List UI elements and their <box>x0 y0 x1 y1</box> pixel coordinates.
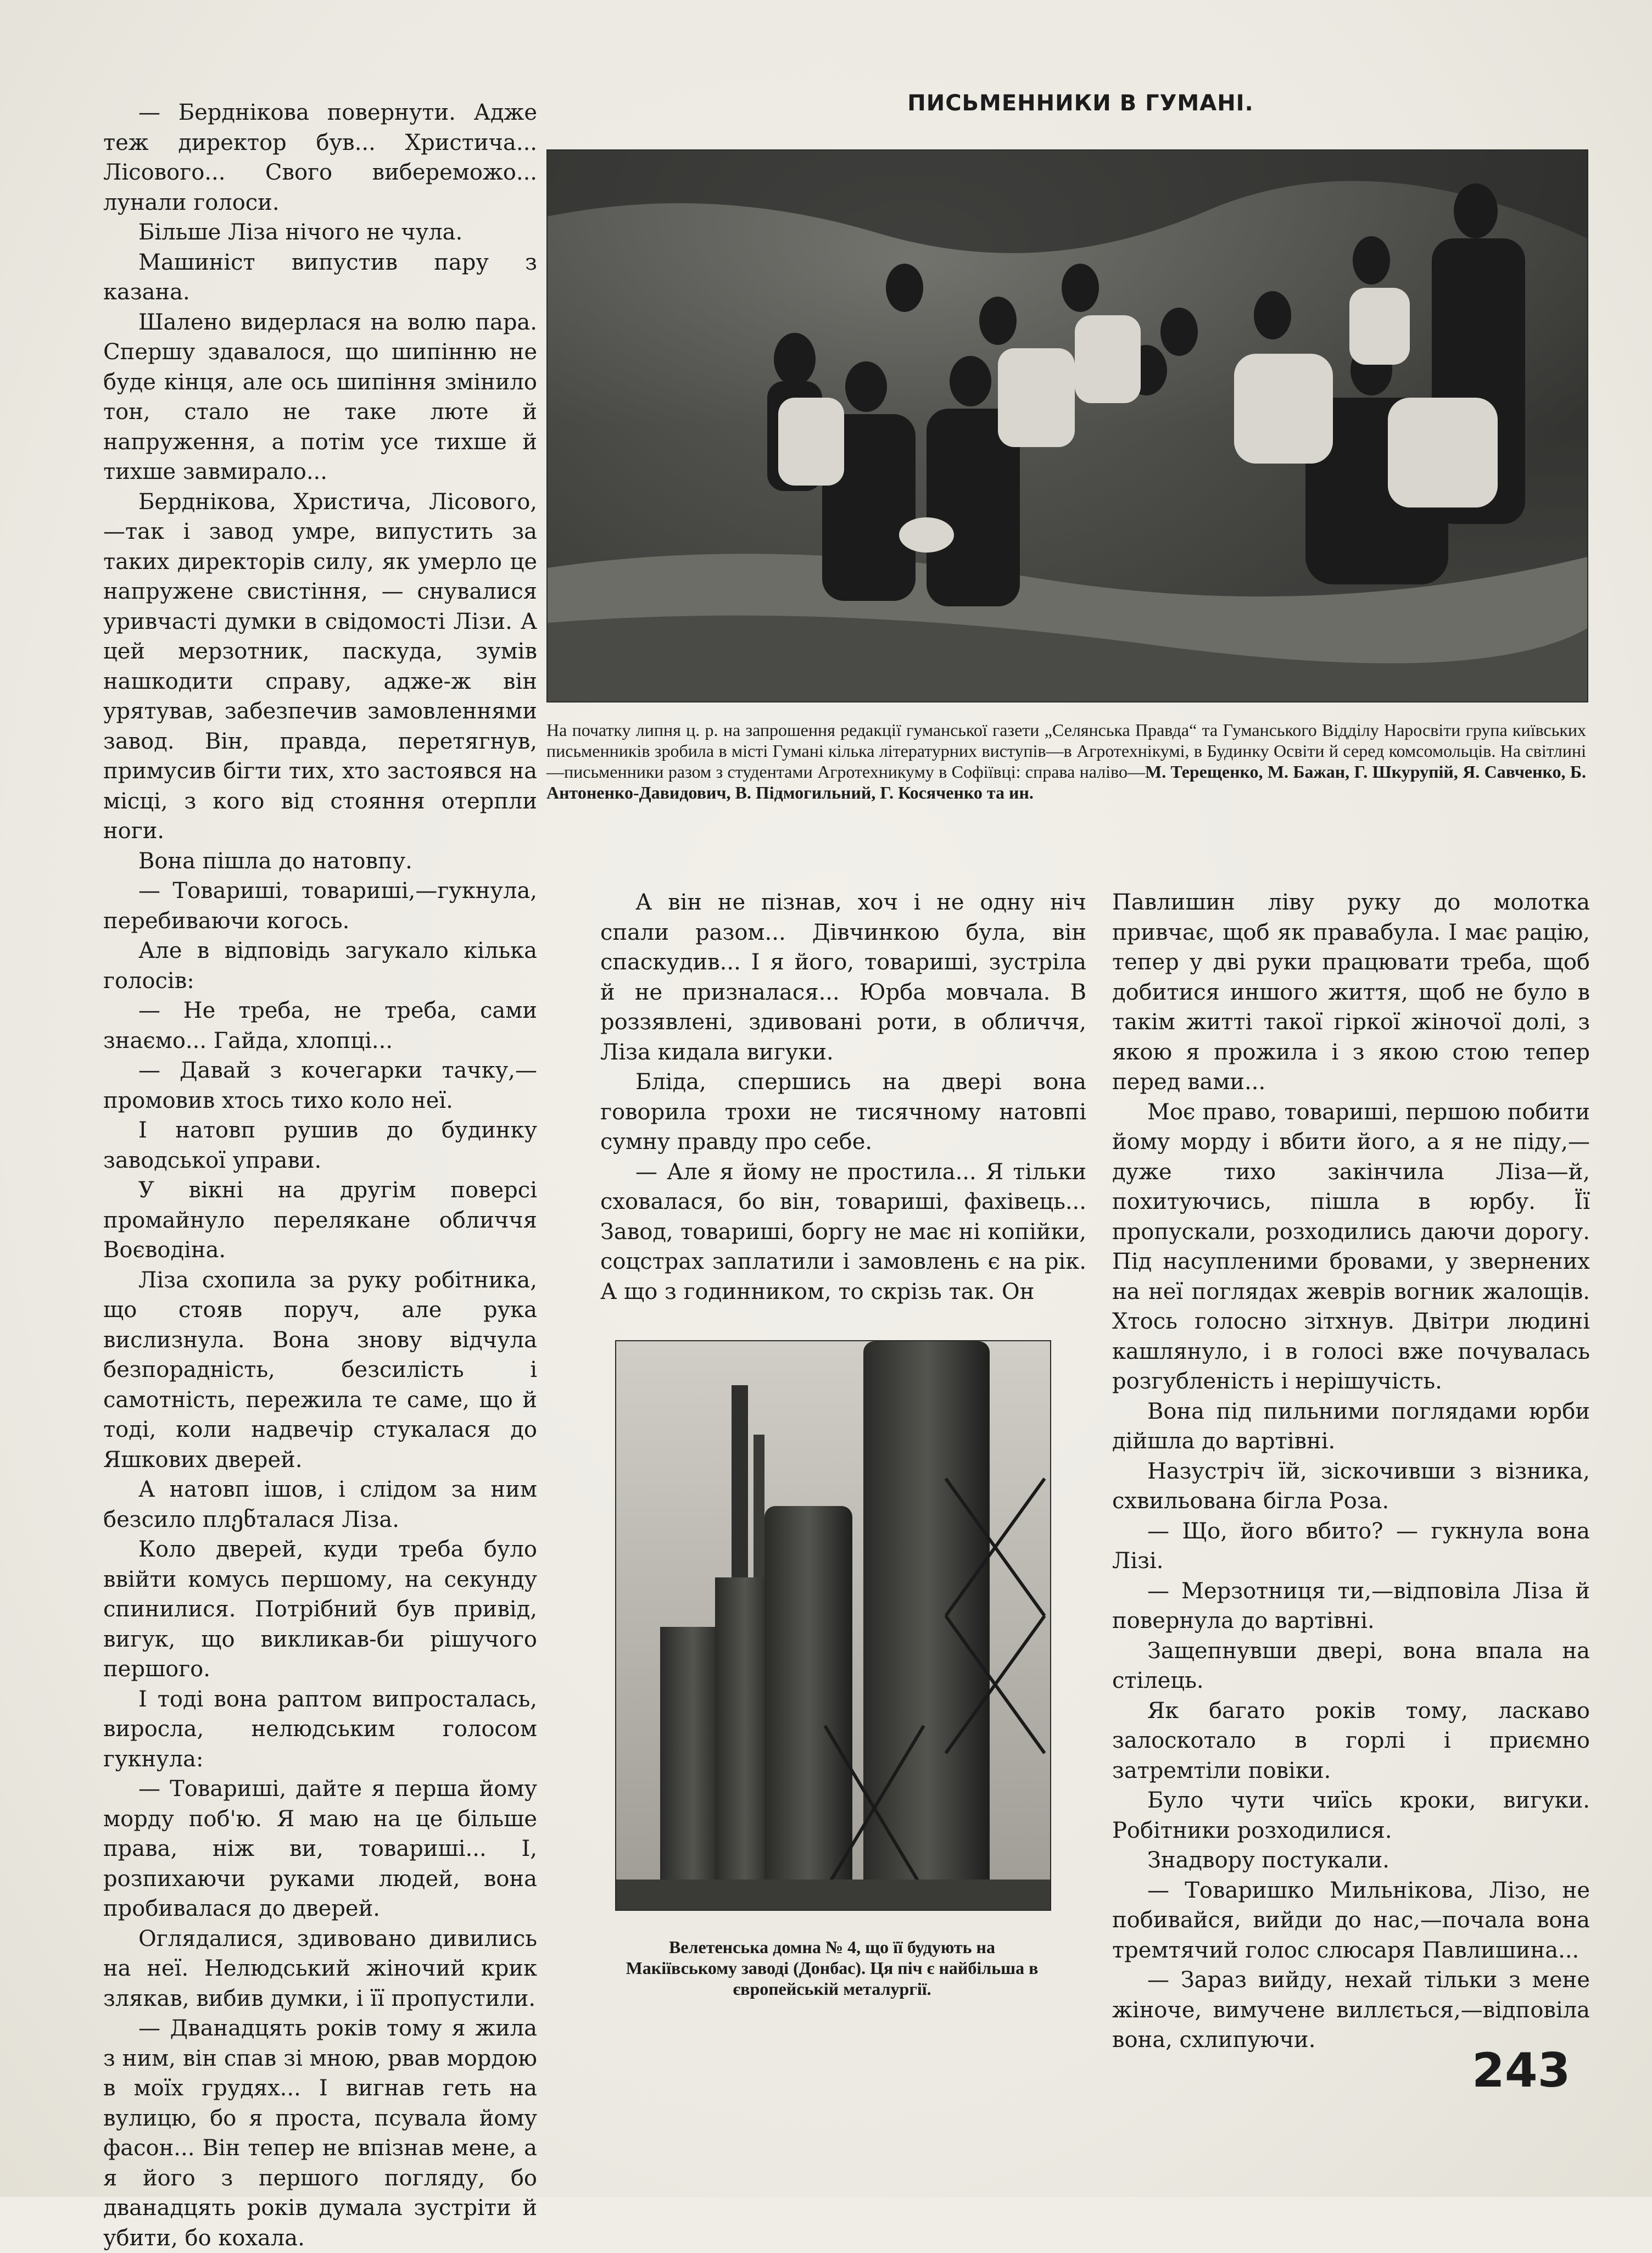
paragraph: Вона під пильними поглядами юрби дійшла до вартівні. <box>1112 1398 1590 1454</box>
paragraph: Як багато років тому, ласкаво залоскотало в горлі і приємно затремтіли повіки. <box>1112 1698 1590 1783</box>
paragraph: Берднікова, Христича, Лісового,—так і завод умре, випустить за таких директорів силу, як умерло це напружене свистіння, — снувалися уривчасті думки в свідомості Лізи. А цей мерзотник, паскуда, зумів нашкодити справу, адже-ж він урятував, забезпечив замовленнями завод. Він, правда, перетягнув, примусив бігти тих, хто застоявся на місці, з кого від стояння отерпли ноги. <box>103 489 537 844</box>
paragraph: Машиніст випустив пару з казана. <box>103 249 537 305</box>
page-number: 243 <box>1472 2043 1571 2098</box>
blast-furnace-caption: Велетенська домна № 4, що її будують на Макіївському заводі (Донбас). Ця піч є найбільша в європейській металургії. <box>626 1937 1039 1999</box>
paragraph: — Що, його вбито? — гукнула вона Лізі. <box>1112 1518 1590 1574</box>
blast-furnace-photo <box>615 1340 1051 1911</box>
paragraph: Бліда, спершись на двері вона говорила трохи не тисячному натовпі сумну правду про себе. <box>600 1069 1086 1155</box>
text-column-left <box>103 98 537 2253</box>
paragraph: Павлишин ліву руку до молотка привчає, щоб як правабула. І має рацію, тепер у дві руки працювати треба, щоб добитися иншого життя, щоб не було в такім житті такої гіркої жіночої долі, з якою я прожила і з якою стою тепер перед вами... <box>1112 890 1590 1095</box>
group-photo-caption <box>546 720 1586 803</box>
paragraph: Моє право, товариші, першою побити йому морду і вбити його, а я не піду,—дуже тихо закінчила Ліза—й, похитуючись, пішла в юрбу. Її пропускали, розходились даючи дорогу. Під насупленими бровами, у звернених на неї поглядах жеврів вогник жалощів. Хтось голосно зітхнув. Двітри людині кашлянуло, і в голосі вже почувалась розгубленість і нерішучість. <box>1112 1099 1590 1394</box>
paragraph: Шалено видерлася на волю пара. Спершу здавалося, що шипінню не буде кінця, але ось шипіння змінило тон, стало не таке люте й напруження, а потім усе тихше й тихше завмирало... <box>103 309 537 484</box>
paragraph: У вікні на другім поверсі промайнуло перелякане обличчя Воєводіна. <box>103 1178 537 1263</box>
paragraph: І натовп рушив до будинку заводської управи. <box>103 1118 537 1173</box>
paragraph: — Товариші, дайте я перша йому морду поб'ю. Я маю на це більше права, ніж ви, товариші... І, розпихаючи руками людей, вона пробивалася до дверей. <box>103 1776 537 1921</box>
paragraph: Було чути чиїсь кроки, вигуки. Робітники розходилися. <box>1112 1788 1590 1843</box>
paragraph: Коло дверей, куди треба було ввійти комусь першому, на секунду спинилися. Потрібний був привід, вигук, що викликав-би рішучого першого. <box>103 1537 537 1682</box>
paragraph: Більше Ліза нічого не чула. <box>138 220 463 245</box>
paragraph: Але в відповідь загукало кілька голосів: <box>103 938 537 994</box>
paragraph: Вона пішла до натовпу. <box>138 848 412 874</box>
paragraph: — Товаришко Мильнікова, Лізо, не побивайся, вийди до нас,—почала вона тремтячий голос слюсаря Павлишина... <box>1112 1877 1590 1963</box>
paragraph: — Не треба, не треба, сами знаємо... Гайда, хлопці... <box>103 998 537 1053</box>
paragraph: Ліза схопила за руку робітника, що стояв поруч, але рука вислизнула. Вона знову відчула безпорадність, безсилість і самотність, пережила те саме, що й тоді, коли надвечір стукалася до Яшкових дверей. <box>103 1267 537 1473</box>
paragraph: Защепнувши двері, вона впала на стілець. <box>1112 1638 1590 1693</box>
caption-names: М. Терещенко, М. Бажан, Г. Шкурупій, Я. Савченко, Б. Антоненко-Давидович, В. Підмогильний, Г. Косяченко та ин. <box>546 762 1587 802</box>
group-photo <box>546 149 1588 702</box>
paragraph: А натовп ішов, і слідом за ним безсило плენталася Ліза. <box>103 1477 537 1532</box>
paragraph: — Мерзотниця ти,—відповіла Ліза й повернула до вартівні. <box>1112 1578 1590 1633</box>
text-column-right <box>1112 888 1590 2055</box>
paragraph: Оглядалися, здивовано дивились на неї. Нелюдський жіночий крик злякав, вибив думки, і її пропустили. <box>103 1926 537 2011</box>
paragraph: — Але я йому не простила... Я тільки сховалася, бо він, товариші, фахівець... Завод, товариші, боргу не має ні копійки, соцстрах заплатили і замовлень є на рік. А що з годинником, то скрізь так. Он <box>600 1159 1086 1304</box>
paragraph: І тоді вона раптом випросталась, виросла, нелюдським голосом гукнула: <box>103 1686 537 1772</box>
paragraph: А він не пізнав, хоч і не одну ніч спали разом... Дівчинкою була, він спаскудив... І я його, товариші, зустріла й не призналася... Юрба мовчала. В роззявлені, здивовані роти, в обличчя, Ліза кидала вигуки. <box>600 890 1086 1065</box>
paragraph: — Берднікова повернути. Адже теж директор був... Христича... Лісового... Свого вибереможо... лунали голоси. <box>103 100 537 215</box>
paragraph: — Товариші, товариші,—гукнула, перебиваючи когось. <box>103 878 537 934</box>
page-header: ПИСЬМЕННИКИ В ГУМАНІ. <box>907 91 1254 116</box>
text-column-middle <box>600 888 1086 1307</box>
paragraph: — Давай з кочегарки тачку,—промовив хтось тихо коло неї. <box>103 1058 537 1113</box>
paragraph: Знадвору постукали. <box>1147 1848 1389 1873</box>
paragraph: — Зараз вийду, нехай тільки з мене жіноче, вимучене виллється,—відповіла вона, схлипуючи. <box>1112 1967 1590 2053</box>
caption-text: На початку липня ц. р. на запрошення редакції гуманської газети „Селянська Правда“ та Гуманського Відділу Наросвіти група київських письменників зробила в місті Гумані кілька літературних виступів—в Агротехнікумі, в Будинку Освіти й серед комсомольців. На світлині—письменники разом з студентами Агротехникуму в Софіївці: справа наліво— <box>546 720 1586 782</box>
paragraph: Назустріч їй, зіскочивши з візника, схвильована бігла Роза. <box>1112 1458 1590 1514</box>
paragraph: — Дванадцять років тому я жила з ним, він спав зі мною, рвав мордою в моїх грудях... І вигнав геть на вулицю, бо я проста, псувала йому фасон... Він тепер не впізнав мене, а я його з першого погляду, бо дванадцять років думала зустріти й убити, бо кохала. <box>103 2016 537 2251</box>
